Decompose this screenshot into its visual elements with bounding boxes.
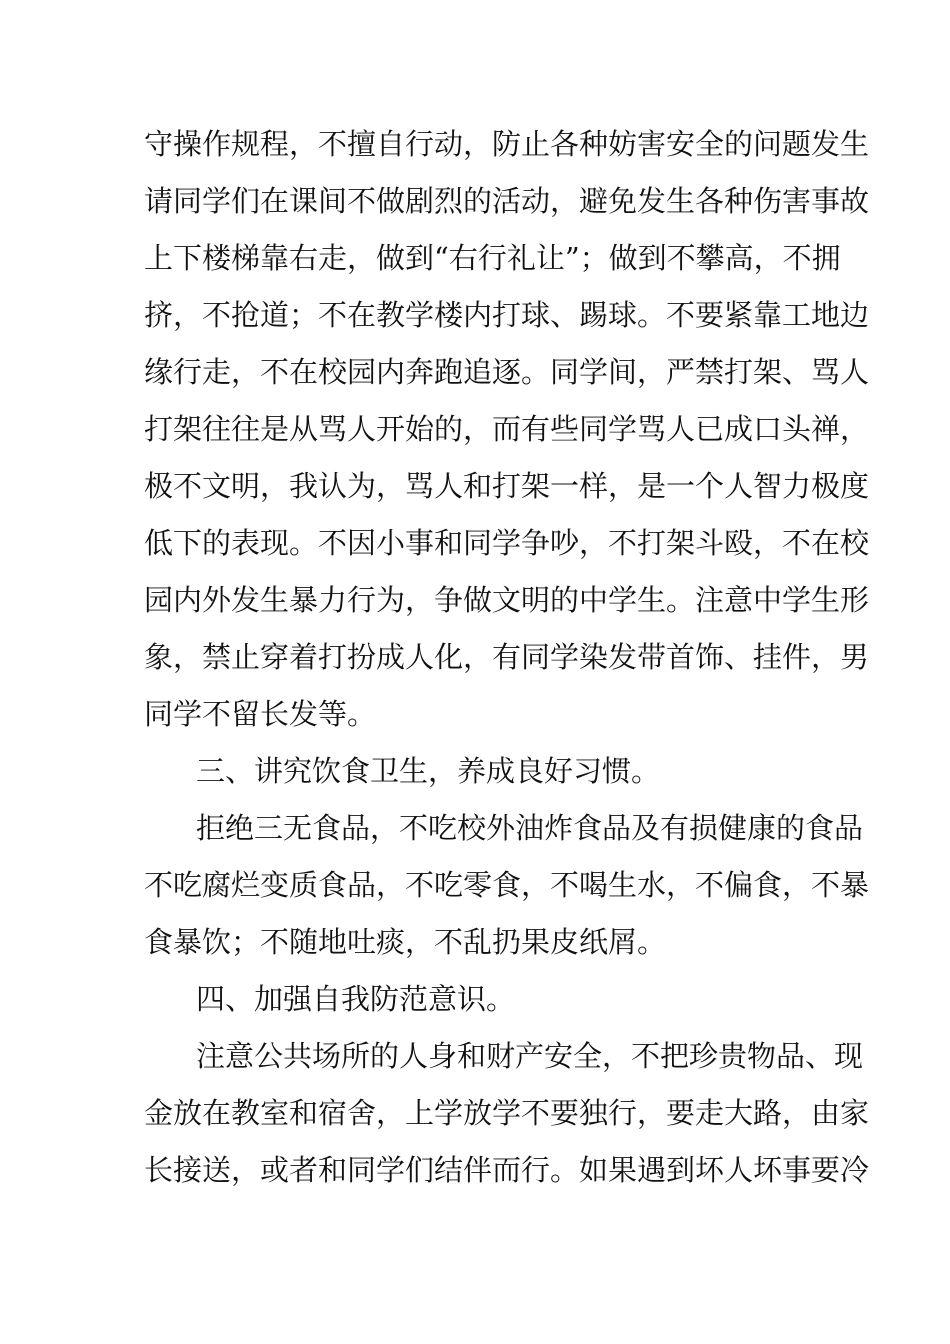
section-heading: 三、讲究饮食卫生，养成良好习惯。 xyxy=(196,754,661,788)
body-text-line: 长接送，或者和同学们结伴而行。如果遇到坏人坏事要冷 xyxy=(144,1153,870,1187)
paragraph-first-line: 拒绝三无食品，不吃校外油炸食品及有损健康的食品 xyxy=(196,811,864,845)
body-text-line: 食暴饮；不随地吐痰，不乱扔果皮纸屑。 xyxy=(144,925,667,959)
body-text-line: 缘行走，不在校园内奔跑追逐。同学间，严禁打架、骂人 xyxy=(144,355,870,389)
body-text-line: 象，禁止穿着打扮成人化，有同学染发带首饰、挂件，男 xyxy=(144,640,870,674)
body-text-line: 金放在教室和宿舍，上学放学不要独行，要走大路，由家 xyxy=(144,1096,870,1130)
section-heading: 四、加强自我防范意识。 xyxy=(196,982,516,1016)
paragraph-first-line: 注意公共场所的人身和财产安全，不把珍贵物品、现 xyxy=(196,1039,864,1073)
body-text-line: 上下楼梯靠右走，做到“右行礼让”；做到不攀高，不拥 xyxy=(144,241,841,275)
body-text-line: 同学不留长发等。 xyxy=(144,697,377,731)
body-text-line: 不吃腐烂变质食品，不吃零食，不喝生水，不偏食，不暴 xyxy=(144,868,870,902)
body-text-line: 守操作规程，不擅自行动，防止各种妨害安全的问题发生 xyxy=(144,127,870,161)
body-text-line: 挤，不抢道；不在教学楼内打球、踢球。不要紧靠工地边 xyxy=(144,298,870,332)
body-text-line: 低下的表现。不因小事和同学争吵，不打架斗殴，不在校 xyxy=(144,526,870,560)
body-text-line: 园内外发生暴力行为，争做文明的中学生。注意中学生形 xyxy=(144,583,870,617)
body-text-line: 极不文明，我认为，骂人和打架一样，是一个人智力极度 xyxy=(144,469,870,503)
body-text-line: 打架往往是从骂人开始的，而有些同学骂人已成口头禅， xyxy=(144,412,870,446)
body-text-line: 请同学们在课间不做剧烈的活动，避免发生各种伤害事故 xyxy=(144,184,870,218)
